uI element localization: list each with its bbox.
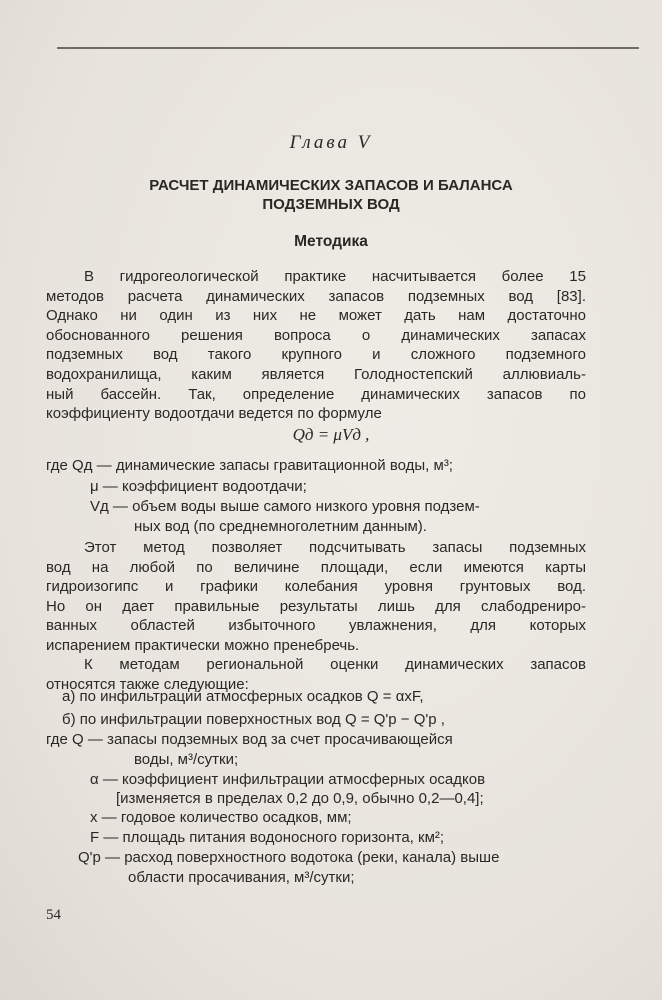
p1-line: обоснованного решения вопроса о динамических запасах bbox=[46, 326, 586, 344]
p1-line: водохранилища, каким является Голодностепский аллювиаль- bbox=[46, 365, 586, 383]
definition-vd-line-2: ных вод (по среднемноголетним данным). bbox=[134, 518, 427, 535]
paragraph-2 bbox=[46, 538, 586, 656]
p1-line: ный бассейн. Так, определение динамических запасов по bbox=[46, 385, 586, 403]
p1-line: В гидрогеологической практике насчитывается более 15 bbox=[84, 268, 586, 285]
definition-mu: μ — коэффициент водоотдачи; bbox=[90, 478, 307, 495]
paragraph-1 bbox=[46, 267, 586, 424]
p2-line: гидроизогипс и графики колебания уровня грунтовых вод. bbox=[46, 578, 586, 596]
definition-qd: где Qд — динамические запасы гравитационной воды, м³; bbox=[46, 457, 453, 474]
p2-line: ванных областей избыточного увлажнения, для которых bbox=[46, 617, 586, 635]
p3-line: относятся также следующие: bbox=[46, 675, 249, 693]
definition-alpha-line-1: α — коэффициент инфильтрации атмосферных осадков bbox=[90, 771, 486, 788]
definition-x: x — годовое количество осадков, мм; bbox=[90, 809, 352, 826]
p2-line: Этот метод позволяет подсчитывать запасы подземных bbox=[84, 539, 586, 556]
formula-dynamic-reserves: Qд = μVд , bbox=[292, 425, 370, 444]
p2-line: вод на любой по величине площади, если имеются карты bbox=[46, 558, 586, 576]
definition-alpha-line-2: [изменяется в пределах 0,2 до 0,9, обычно 0,2—0,4]; bbox=[116, 790, 484, 807]
definition-q-line-1: где Q — запасы подземных вод за счет просачивающейся bbox=[46, 731, 453, 748]
chapter-heading: Глава V bbox=[289, 132, 373, 153]
method-item-b: б) по инфильтрации поверхностных вод Q = Q'р − Q'р , bbox=[62, 711, 445, 728]
p1-line: методов расчета динамических запасов подземных вод [83]. bbox=[46, 287, 586, 305]
p2-line: испарением практически можно пренебречь. bbox=[46, 636, 360, 654]
chapter-title-line-2: ПОДЗЕМНЫХ ВОД bbox=[262, 196, 400, 213]
page-number: 54 bbox=[46, 907, 61, 923]
section-title: Методика bbox=[294, 233, 368, 250]
chapter-title bbox=[0, 176, 662, 214]
p2-line: Но он дает правильные результаты лишь для слабодрениро- bbox=[46, 597, 586, 615]
definition-f: F — площадь питания водоносного горизонта, км²; bbox=[90, 829, 445, 846]
method-item-a: а) по инфильтрации атмосферных осадков Q = αxF, bbox=[62, 688, 424, 705]
p3-line: К методам региональной оценки динамических запасов bbox=[84, 656, 586, 673]
p1-line: Однако ни один из них не может дать нам достаточно bbox=[46, 307, 586, 325]
top-rule bbox=[57, 47, 639, 49]
chapter-title-line-1: РАСЧЕТ ДИНАМИЧЕСКИХ ЗАПАСОВ И БАЛАНСА bbox=[149, 177, 513, 194]
definition-qp-line-1: Q'р — расход поверхностного водотока (реки, канала) выше bbox=[78, 849, 500, 866]
p1-line: коэффициенту водоотдачи ведется по формуле bbox=[46, 405, 382, 423]
definition-qp-line-2: области просачивания, м³/сутки; bbox=[128, 869, 355, 886]
p1-line: подземных вод такого крупного и сложного подземного bbox=[46, 346, 586, 364]
definition-q-line-2: воды, м³/сутки; bbox=[134, 751, 239, 768]
definition-vd-line-1: Vд — объем воды выше самого низкого уровня подзем- bbox=[90, 498, 480, 515]
